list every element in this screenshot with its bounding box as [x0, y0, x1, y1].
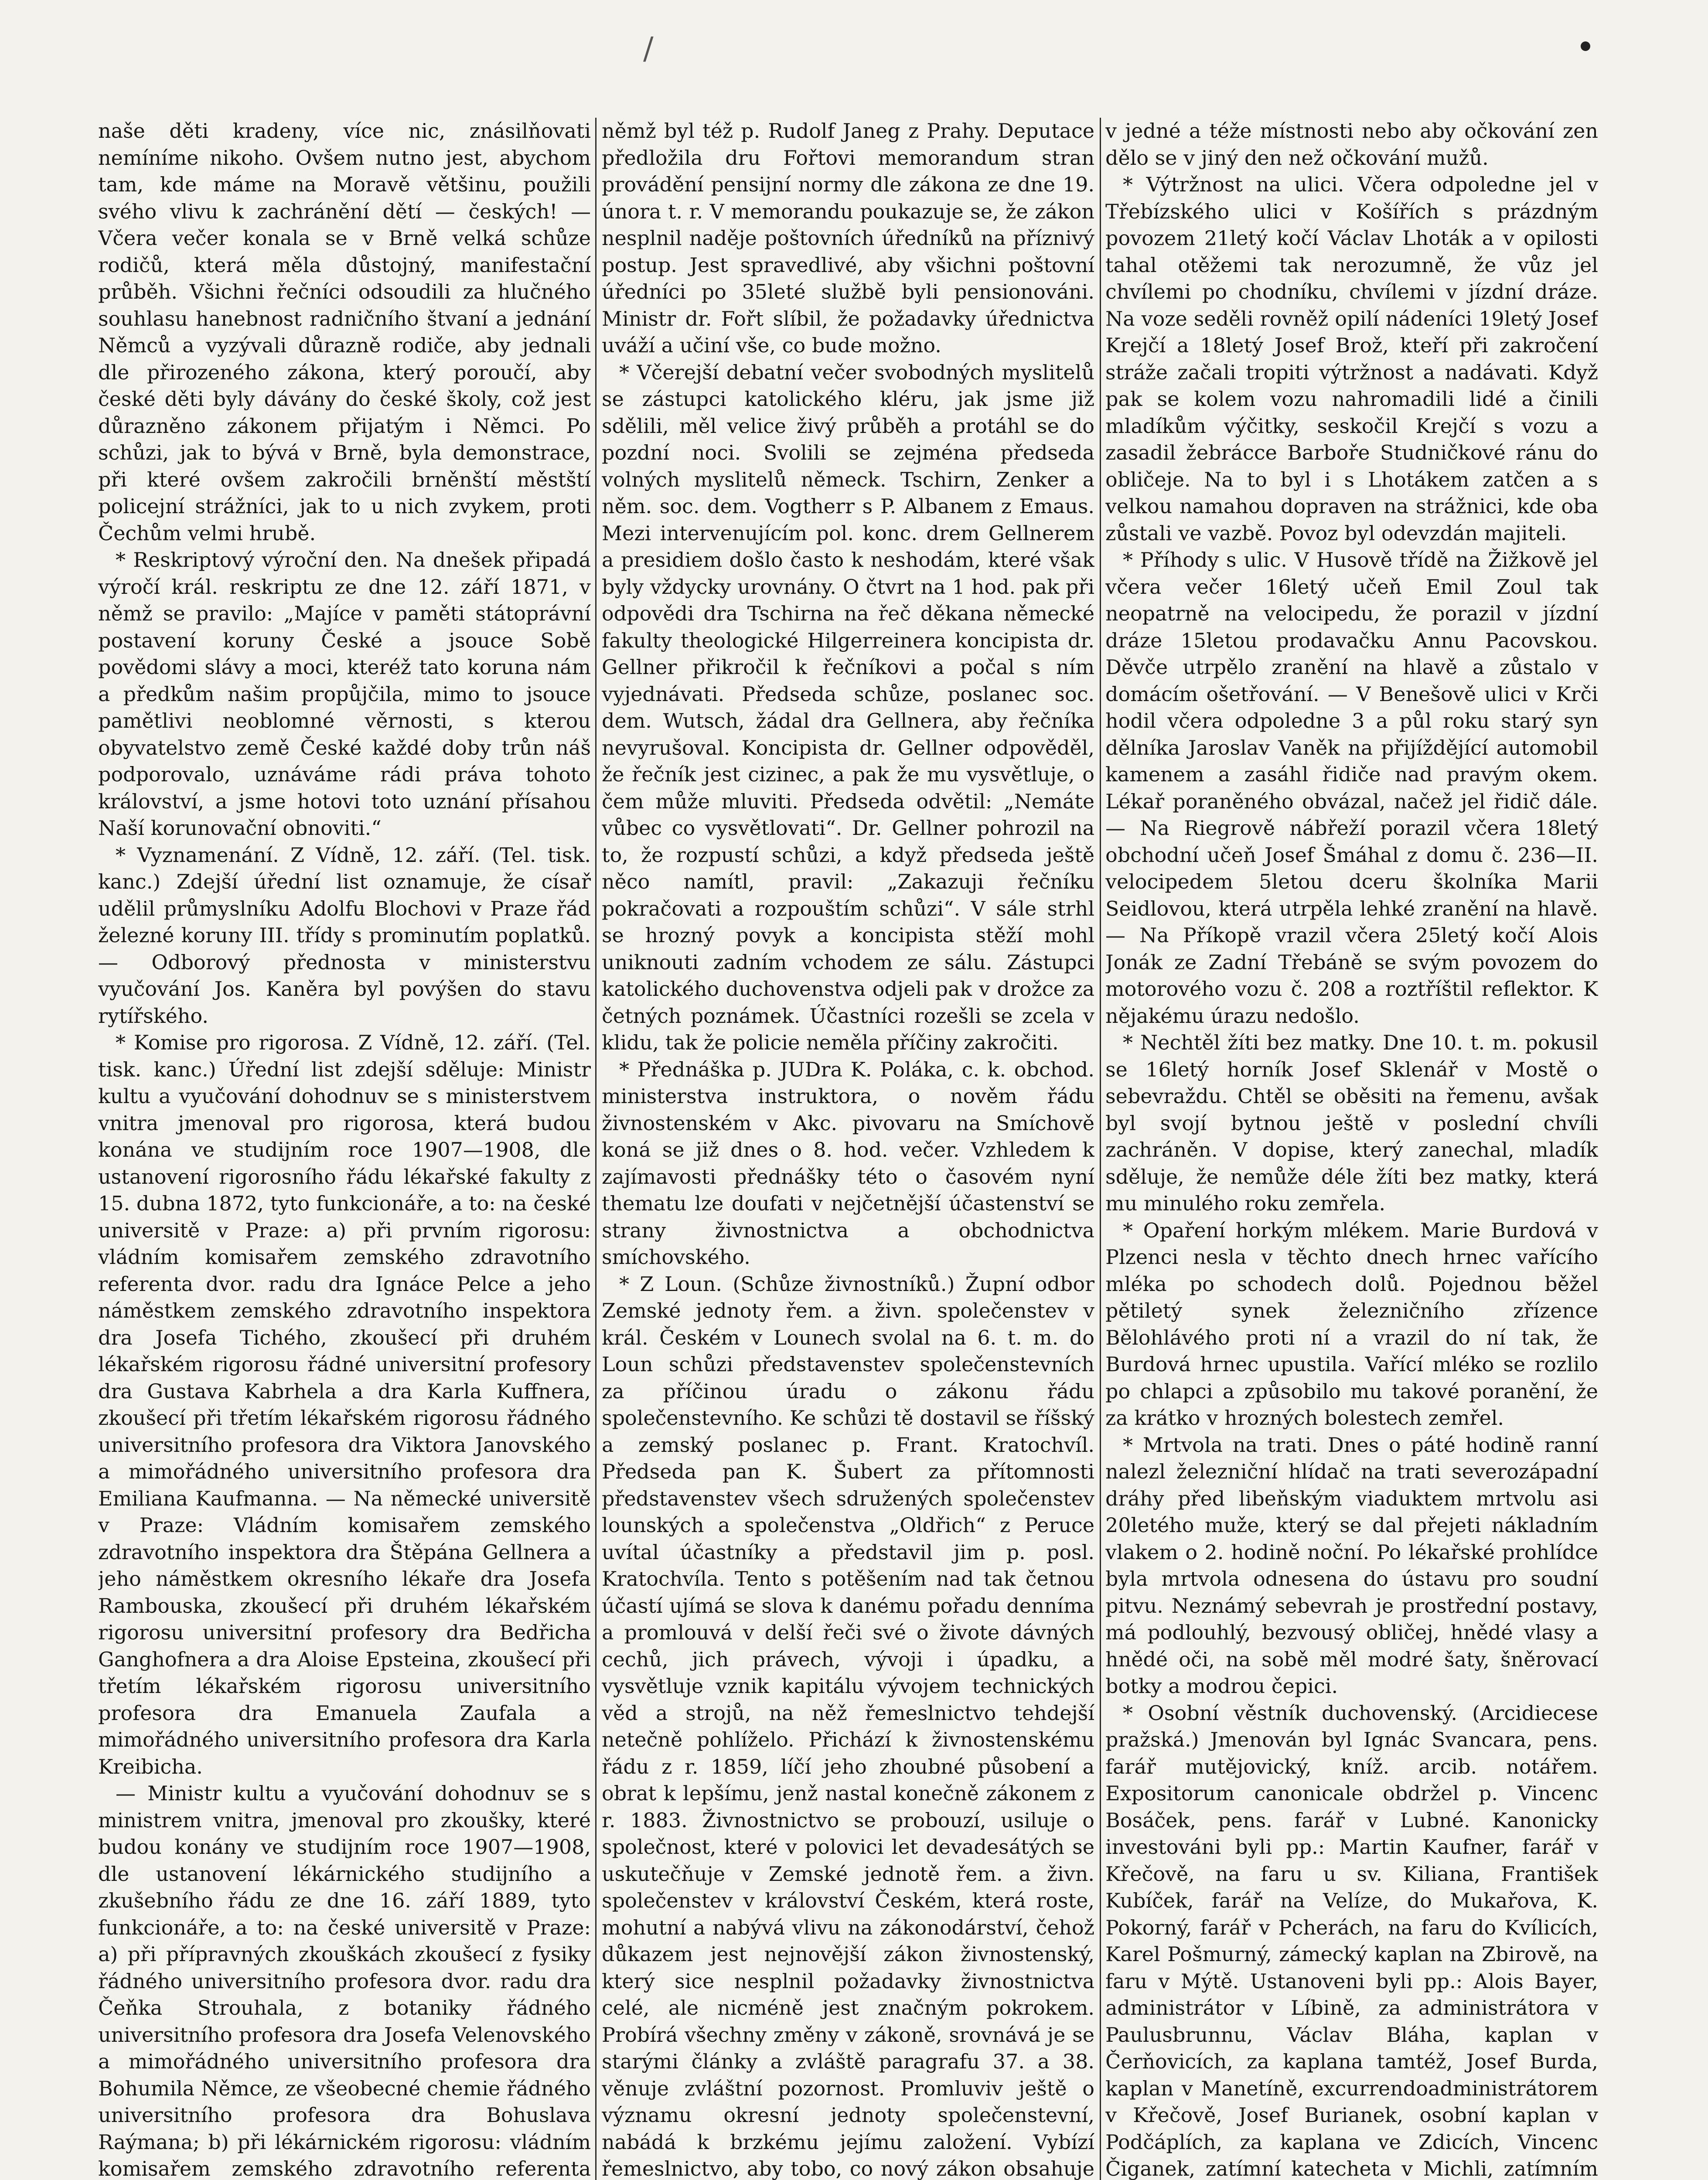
- paragraph: * Vyznamenání. Z Vídně, 12. září. (Tel. tisk. kanc.) Zdejší úřední list oznamuje, že císař udělil průmyslníku Adolfu Blochovi v Praze řád železné koruny III. třídy s prominutím poplatků. — Odborový přednosta v ministerstvu vyučování Jos. Kaněra byl povýšen do stavu rytířského.: [98, 843, 591, 1028]
- paragraph: naše děti kradeny, více nic, znásilňovati nemíníme nikoho. Ovšem nutno jest, abychom tam, kde máme na Moravě většinu, použili svého vlivu k zachránění dětí — českých! — Včera večer konala se v Brně velká schůze rodičů, která měla důstojný, manifestační průběh. Všichni řečníci odsoudili za hlučného souhlasu hanebnost radničního štvaní a jednání Němců a vyzývali důrazně rodiče, aby jednali dle přirozeného zákona, který poroučí, aby české děti byly dávány do české školy, což jest důrazněno zákonem přijatým i Němci. Po schůzi, jak to bývá v Brně, byla demonstrace, při které ovšem zakročili brněnští městští policejní strážníci, jak to u nich zvykem, proti Čechům velmi hrubě.: [98, 119, 591, 545]
- paragraph: * Včerejší debatní večer svobodných myslitelů se zástupci katolického kléru, jak jsme již sdělili, měl velice živý průběh a protáhl se do pozdní noci. Svolili se zejména předseda volných myslitelů německ. Tschirn, Zenker a něm. soc. dem. Vogtherr s P. Albanem z Emaus. Mezi intervenujícím pol. konc. drem Gellnerem a presidiem došlo často k neshodám, které však byly vždycky urovnány. O čtvrt na 1 hod. pak při odpovědi dra Tschirna na řeč děkana německé fakulty theologické Hilgerreinera koncipista dr. Gellner přikročil k řečníkovi a počal s ním vyjednávati. Předseda schůze, poslanec soc. dem. Wutsch, žádal dra Gellnera, aby řečníka nevyrušoval. Koncipista dr. Gellner odpověděl, že řečník jest cizinec, a pak že mu vysvětluje, o čem může mluviti. Předseda odvětil: „Nemáte vůbec co vysvětlovati“. Dr. Gellner pohrozil na to, že rozpustí schůzi, a když předseda ještě něco namítl, pravil: „Zakazuji řečníku pokračovati a rozpouštím schůzi“. V sále strhl se hrozný povyk a koncipista stěží mohl uniknouti zadním vchodem ze sálu. Zástupci katolického duchovenstva odjeli pak v drožce za četných poznámek. Účastníci rozešli se zcela v klidu, tak že policie neměla příčiny zakročiti.: [602, 360, 1094, 1054]
- paragraph: * Příhody s ulic. V Husově třídě na Žižkově jel včera večer 16letý učeň Emil Zoul tak neopatrně na velocipedu, že porazil v jízdní dráze 15letou prodavačku Annu Pacovskou. Děvče utrpělo zranění na hlavě a zůstalo v domácím ošetřování. — V Benešově ulici v Krči hodil včera odpoledne 3 a půl roku starý syn dělníka Jaroslav Vaněk na přijíždějící automobil kamenem a zasáhl řidiče nad pravým okem. Lékař poraněného obvázal, načež jel řidič dále. — Na Riegrově nábřeží porazil včera 18letý obchodní učeň Josef Šmáhal z domu č. 236—II. velocipedem 5letou dceru školníka Marii Seidlovou, která utrpěla lehké zranění na hlavě. — Na Příkopě vrazil včera 25letý kočí Alois Jonák ze Zadní Třebáně se svým povozem do motorového vozu č. 208 a roztříštil reflektor. K nějakému úrazu nedošlo.: [1105, 548, 1598, 1028]
- column-middle: [602, 118, 1094, 2180]
- column-right: [1105, 118, 1598, 2180]
- paragraph: * Reskriptový výroční den. Na dnešek připadá výročí král. reskriptu ze dne 12. září 1871, v němž se pravilo: „Majíce v paměti státoprávní postavení koruny České a jsouce Sobě povědomi slávy a moci, kteréž tato koruna nám a předkům našim propůjčila, mimo to jsouce pamětlivi neoblomné věrnosti, s kterou obyvatelstvo země České každé doby trůn náš podporovalo, uznáváme rádi práva tohoto království, a jsme hotovi toto uznání přísahou Naší korunovační obnoviti.“: [98, 548, 591, 840]
- ink-dot: [1581, 41, 1590, 51]
- paragraph: * Komise pro rigorosa. Z Vídně, 12. září. (Tel. tisk. kanc.) Úřední list zdejší sděluje: Ministr kultu a vyučování dohodnuv se s ministerstvem vnitra jmenoval pro rigorosa, která budou konána ve studijním roce 1907—1908, dle ustanovení rigorosního řádu lékařské fakulty z 15. dubna 1872, tyto funkcionáře, a to: na české universitě v Praze: a) při prvním rigorosu: vládním komisařem zemského zdravotního referenta dvor. radu dra Ignáce Pelce a jeho náměstkem zemského zdravotního inspektora dra Josefa Tichého, zkoušecí při druhém lékařském rigorosu řádné universitní profesory dra Gustava Kabrhela a dra Karla Kuffnera, zkoušecí při třetím lékařském rigorosu řádného universitního profesora dra Viktora Janovského a mimořádného universitního profesora dra Emiliana Kaufmanna. — Na německé universitě v Praze: Vládním komisařem zemského zdravotního inspektora dra Štěpána Gellnera a jeho náměstkem okresního lékaře dra Josefa Rambouska, zkoušecí při druhém lékařském rigorosu universitní profesory dra Bedřicha Ganghofnera a dra Aloise Epsteina, zkoušecí při třetím lékařském rigorosu universitního profesora dra Emanuela Zaufala a mimořádného universitního profesora dra Karla Kreibicha.: [98, 1031, 591, 1778]
- paragraph: němž byl též p. Rudolf Janeg z Prahy. Deputace předložila dru Fořtovi memorandum stran provádění pensijní normy dle zákona ze dne 19. února t. r. V memorandu poukazuje se, že zákon nesplnil naděje poštovních úředníků na příznivý postup. Jest spravedlivé, aby všichni poštovní úředníci po 35leté službě byli pensionováni. Ministr dr. Fořt slíbil, že požadavky úřednictva uváží a učiní vše, co bude možno.: [602, 119, 1094, 357]
- pen-mark: /: [643, 31, 654, 66]
- paragraph: * Nechtěl žíti bez matky. Dne 10. t. m. pokusil se 16letý horník Josef Sklenář v Mostě o sebevraždu. Chtěl se oběsiti na řemenu, avšak byl svojí bytnou ještě v poslední chvíli zachráněn. V dopise, který zanechal, mladík sděluje, že nemůže déle žíti bez matky, která mu minulého roku zemřela.: [1105, 1031, 1598, 1215]
- paragraph: * Opaření horkým mlékem. Marie Burdová v Plzenci nesla v těchto dnech hrnec vařícího mléka po schodech dolů. Pojednou běžel pětiletý synek železničního zřízence Bělohlávého proti ní a vrazil do ní tak, že Burdová hrnec upustila. Vařící mléko se rozlilo po chlapci a způsobilo mu takové poranění, že za krátko v hrozných bolestech zemřel.: [1105, 1218, 1598, 1430]
- column-rule: [1100, 118, 1101, 2180]
- paragraph: * Osobní věstník duchovenský. (Arcidiecese pražská.) Jmenován byl Ignác Svancara, pens. farář mutějovický, kníž. arcib. notářem. Expositorum canonicale obdržel p. Vincenc Bosáček, pens. farář v Lubné. Kanonicky investováni byli pp.: Martin Kaufner, farář v Křečově, na faru u sv. Kiliana, František Kubíček, farář na Velíze, do Mukařova, K. Pokorný, farář v Pcherách, na faru do Kvílicích, Karel Pošmurný, zámecký kaplan na Zbirově, na faru v Mýtě. Ustanoveni byli pp.: Alois Bayer, administrátor v Líbině, za administrátora v Paulusbrunnu, Václav Bláha, kaplan v Čerňovicích, za kaplana tamtéž, Josef Burda, kaplan v Manetíně, excurrendoadministrátorem v Křečově, Josef Burianek, osobní kaplan v Podčáplích, za kaplana ve Zdicích, Vincenc Čiganek, zatímní katecheta v Michli, zatímním: [1105, 1701, 1598, 2180]
- paragraph: * Z Loun. (Schůze živnostníků.) Župní odbor Zemské jednoty řem. a živn. společenstev v král. Českém v Lounech svolal na 6. t. m. do Loun schůzi představenstev společenstevních za příčinou úradu o zákonu řádu společenstevního. Ke schůzi tě dostavil se říšský a zemský poslanec p. Frant. Kratochvíl. Předseda pan K. Šubert za přítomnosti představenstev všech sdružených společenstev lounských a společenstva „Oldřich“ z Peruce uvítal účastníky a představil jim p. posl. Kratochvíla. Tento s potěšením nad tak četnou účastí ujímá se slova k danému pořadu denníma a promlouvá v delší řeči své o živote dávných cechů, jich právech, vývoji i úpadku, a vysvětluje vznik kapitálu vývojem technických věd a strojů, na něž řemeslnictvo tehdejší netečně pohlíželo. Přichází k živnostenskému řádu z r. 1859, líčí jeho zhoubné působení a obrat k lepšímu, jenž nastal konečně zákonem z r. 1883. Živnostnictvo se probouzí, usiluje o společnost, které v polovici let devadesátých se uskutečňuje v Zemské jednotě řem. a živn. společenstev v království Českém, která roste, mohutní a nabývá vlivu na zákonodárství, čehož důkazem jest nejnovější zákon živnostenský, který sice nesplnil požadavky živnostnictva celé, ale nicméně jest značným pokrokem. Probírá všechny změny v zákoně, srovnává je se starými články a zvláště paragrafu 37. a 38. věnuje zvláštní pozornost. Promluviv ještě o významu okresní jednoty společenstevní, nabádá k brzkému jejímu založení. Vybízí řemeslnictvo, aby tobo, co nový zákon obsahuje: [602, 1272, 1094, 2180]
- paragraph: * Výtržnost na ulici. Včera odpoledne jel v Třebízského ulici v Košířích s prázdným povozem 21letý kočí Václav Lhoták a v opilosti tahal otěžemi tak nerozumně, že vůz jel chvílemi po chodníku, chvílemi v jízdní dráze. Na voze seděli rovněž opilí nádeníci 19letý Josef Krejčí a 18letý Josef Brož, kteří při zakročení stráže začali tropiti výtržnost a nadávati. Když pak se kolem vozu nahromadili lidé a činili mladíkům výčitky, seskočil Krejčí s vozu a zasadil žebrácce Barboře Studničkové ránu do obličeje. Na to byl i s Lhotákem zatčen a s velkou namahou dopraven na strážnici, kde oba zůstali ve vazbě. Povoz byl odevzdán majiteli.: [1105, 173, 1598, 545]
- paragraph: — Ministr kultu a vyučování dohodnuv se s ministrem vnitra, jmenoval pro zkoušky, které budou konány ve studijním roce 1907—1908, dle ustanovení lékárnického studijního a zkušebního řádu ze dne 16. září 1889, tyto funkcionáře, a to: na české universitě v Praze: a) při přípravných zkouškách zkoušecí z fysiky řádného universitního profesora dvor. radu dra Čeňka Strouhala, z botaniky řádného universitního profesora dra Josefa Velenovského a mimořádného universitního profesora dra Bohumila Němce, ze všeobecné chemie řádného universitního profesora dra Bohuslava Raýmana; b) při lékárnickém rigorosu: vládním komisařem zemského zdravotního referenta: [98, 1781, 591, 2180]
- paragraph: v jedné a téže místnosti nebo aby očkování zen dělo se v jiný den než očkování mužů.: [1105, 119, 1598, 170]
- column-rule: [595, 118, 597, 2180]
- column-left: [98, 118, 591, 2180]
- paragraph: * Přednáška p. JUDra K. Poláka, c. k. obchod. ministerstva instruktora, o nověm řádu živnostenském v Akc. pivovaru na Smíchově koná se již dnes o 8. hod. večer. Vzhledem k zajímavosti přednášky této o časovém nyní thematu lze doufati v nejčetnější účastenství se strany živnostnictva a obchodnictva smíchovského.: [602, 1057, 1094, 1269]
- paragraph: * Mrtvola na trati. Dnes o páté hodině ranní nalezl železniční hlídač na trati severozápadní dráhy před libeňským viaduktem mrtvolu asi 20letého muže, který se dal přejeti nákladním vlakem o 2. hodině noční. Po lékařské prohlídce byla mrtvola odnesena do ústavu pro soudní pitvu. Neznámý sebevrah je prostřední postavy, má podlouhlý, bezvousý obličej, hnědé vlasy a hnědé oči, na sobě měl modré šaty, šněrovací botky a modrou čepici.: [1105, 1433, 1598, 1698]
